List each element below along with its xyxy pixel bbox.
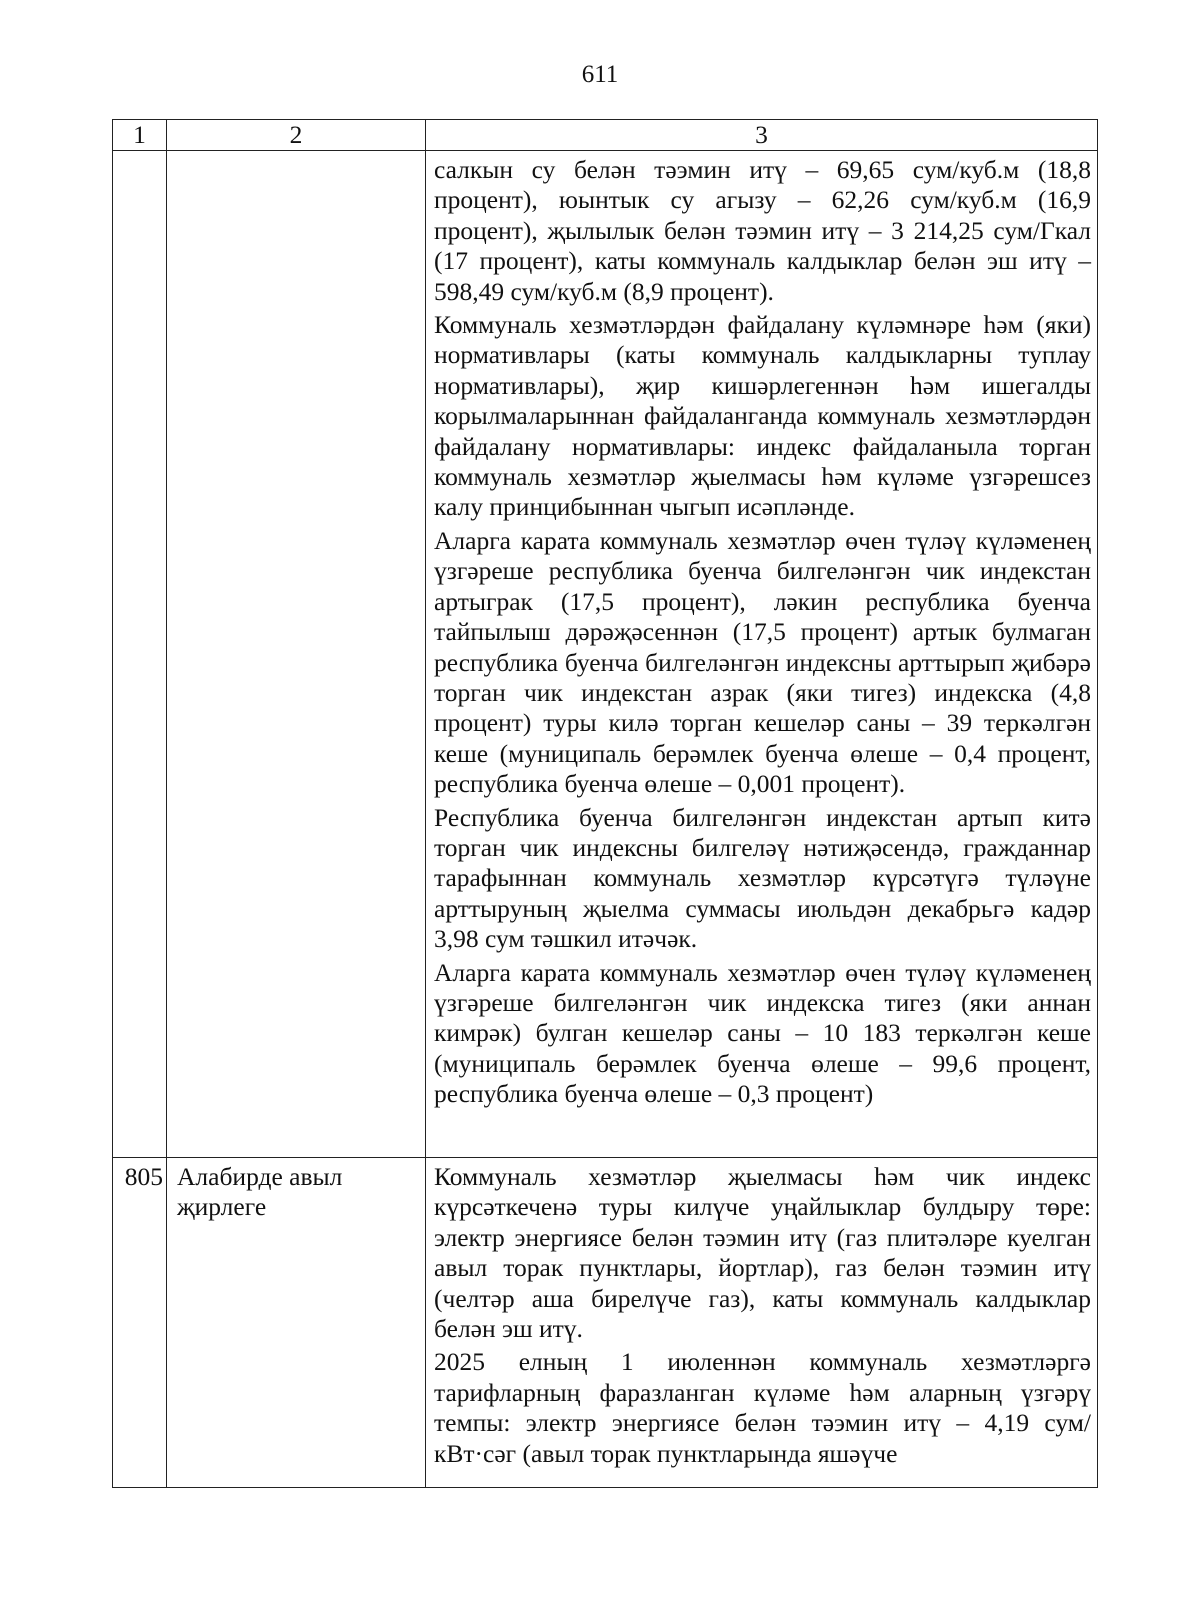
paragraph: Аларга карата коммуналь хезмәтләр өчен түләү күләменең үзгәреше билгеләнгән чик индекска тигез (яки аннан кимрәк) булган кешеләр саны – 10 183 теркәлгән кеше (муниципаль берәмлек буенча өлеше – 99,6 процент, республика буенча өлеше – 0,3 процент)	[434, 957, 1091, 1109]
paragraph: салкын су белән тәэмин итү – 69,65 сум/куб.м (18,8 процент), юынтык су агызу – 62,26 сум/куб.м (16,9 процент), җылылык белән тәэмин итү – 3 214,25 сум/Гкал (17 процент), каты коммуналь калдыклар белән эш итү – 598,49 сум/куб.м (8,9 процент).	[434, 155, 1091, 306]
paragraph: Коммуналь хезмәтләр җыелмасы һәм чик индекс күрсәткеченә туры килүче уңайлыклар булдыру төре: электр энергиясе белән тәэмин итү (газ плитәләре куелган авыл торак пунктлары, йортлар), газ белән тәэмин итү (челтәр аша бирелүче газ), каты коммуналь калдыклар белән эш итү.	[434, 1162, 1091, 1344]
row-number-cell: 805	[113, 1158, 167, 1488]
paragraph: Коммуналь хезмәтләрдән файдалану күләмнәре һәм (яки) нормативлары (каты коммуналь калдыкларны туплау нормативлары), җир кишәрлегеннән һәм ишегалды корылмаларыннан файдаланганда коммуналь хезмәтләрдән файдалану нормативлары: индекс файдаланыла торган коммуналь хезмәтләр җыелмасы һәм күләме үзгәрешсез калу принцибыннан чыгып исәпләнде.	[434, 310, 1091, 522]
row-name-cell: Алабирде авыл җирлеге	[167, 1158, 426, 1488]
row-name-cell	[167, 151, 426, 1158]
column-header-1: 1	[113, 120, 167, 151]
column-header-3: 3	[426, 120, 1098, 151]
row-text-cell	[426, 1158, 1098, 1488]
paragraph: Республика буенча билгеләнгән индекстан артып китә торган чик индексны билгеләү нәтиҗәсендә, гражданнар тарафыннан коммуналь хезмәтләр күрсәтүгә түләүне арттыруның җыелма суммасы июльдән декабрьгә кадәр 3,98 сум тәшкил итәчәк.	[434, 802, 1091, 954]
column-header-2: 2	[167, 120, 426, 151]
table-row	[113, 151, 1098, 1158]
document-table	[112, 119, 1098, 1488]
paragraph: Аларга карата коммуналь хезмәтләр өчен түләү күләменең үзгәреше республика буенча билгеләнгән чик индекстан артыграк (17,5 процент), ләкин республика буенча тайпылыш дәрәҗәсеннән (17,5 процент) артык булмаган республика буенча билгеләнгән индексны арттырып җибәрә торган чик индекстан азрак (яки тигез) индекска (4,8 процент) туры килә торган кешеләр саны – 39 теркәлгән кеше (муниципаль берәмлек буенча өлеше – 0,4 процент, республика буенча өлеше – 0,001 процент).	[434, 525, 1091, 799]
row-number-cell	[113, 151, 167, 1158]
row-text-cell	[426, 151, 1098, 1158]
table-row	[113, 1158, 1098, 1488]
cell-text-wrapper	[434, 1162, 1091, 1480]
page-number: 611	[581, 61, 619, 88]
paragraph: 2025 елның 1 июленнән коммуналь хезмәтләргә тарифларның фаразланган күләме һәм аларның үзгәрү темпы: электр энергиясе белән тәэмин итү – 4,19 сум/кВт·сәг (авыл торак пунктларында яшәүче	[434, 1347, 1091, 1468]
table-header-row	[113, 120, 1098, 151]
